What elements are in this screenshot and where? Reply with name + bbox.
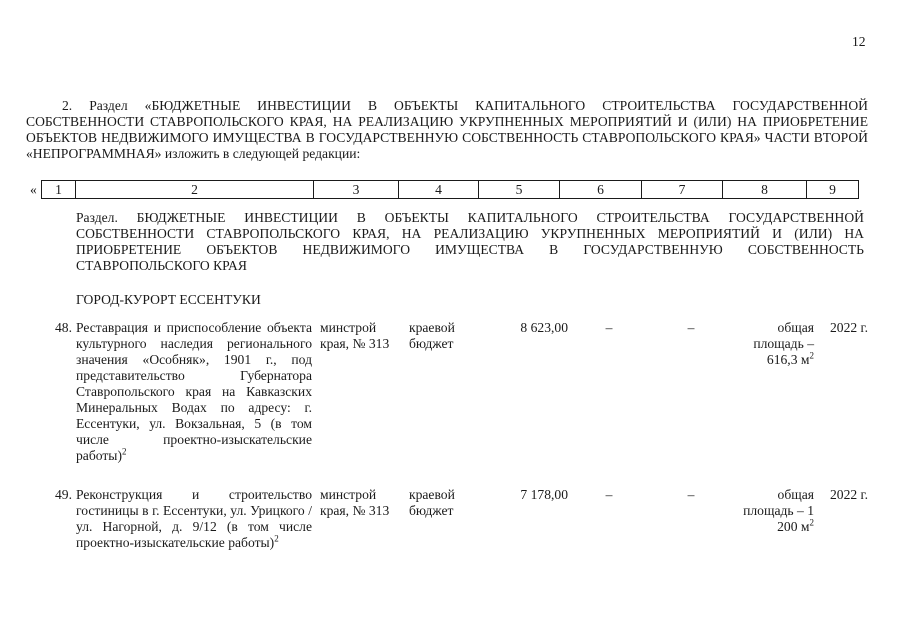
column-number-6: 6 [560, 181, 642, 199]
unit-superscript: 2 [809, 350, 814, 361]
row-executor: минстрой края, № 313 [320, 320, 390, 352]
row-funding-source: краевой бюджет [409, 320, 455, 352]
unit-superscript: 2 [809, 517, 814, 528]
column-number-9: 9 [807, 181, 859, 199]
row-year: 2022 г. [829, 320, 868, 335]
intro-paragraph: 2. Раздел «БЮДЖЕТНЫЕ ИНВЕСТИЦИИ В ОБЪЕКТЫ КАПИТАЛЬНОГО СТРОИТЕЛЬСТВА ГОСУДАРСТВЕННОЙ СОБСТВЕННОСТИ СТАВРОПОЛЬСКОГО КРАЯ, НА РЕАЛИЗАЦИЮ УКРУПНЕННЫХ МЕРОПРИЯТИЙ И (ИЛИ) НА ПРИОБРЕТЕНИЕ ОБЪЕКТОВ НЕДВИЖИМОГО ИМУЩЕСТВА В ГОСУДАРСТВЕННУЮ СОБСТВЕННОСТЬ СТАВРОПОЛЬСКОГО КРАЯ» ЧАСТИ ВТОРОЙ «НЕПРОГРАММНАЯ» изложить в следующей редакции: [26, 98, 868, 162]
column-number-3: 3 [314, 181, 399, 199]
row-col7-dash: – [687, 320, 695, 335]
column-number-2: 2 [76, 181, 314, 199]
open-quote: « [30, 182, 37, 197]
row-year: 2022 г. [829, 487, 868, 502]
column-number-8: 8 [723, 181, 807, 199]
row-description [76, 487, 312, 551]
row-amount: 8 623,00 [520, 320, 568, 335]
row-col7-dash: – [687, 487, 695, 502]
footnote-mark: 2 [274, 533, 279, 544]
column-number-5: 5 [479, 181, 560, 199]
column-number-row [28, 180, 868, 199]
city-heading: ГОРОД-КУРОРТ ЕССЕНТУКИ [76, 292, 261, 307]
column-number-4: 4 [399, 181, 479, 199]
row-description-text: Реставрация и приспособление объекта культурного наследия регионального значения «Особняк», 1901 г., под представительство Губернатора Ставропольского края на Кавказских Минеральных Водах по адресу: г. Ессентуки, ул. Вокзальная, 5 (в том числе проектно-изыскательские работы) [76, 320, 312, 464]
column-number-table [41, 180, 859, 199]
row-capacity [728, 487, 814, 535]
row-amount: 7 178,00 [520, 487, 568, 502]
column-number-7: 7 [642, 181, 723, 199]
row-number: 48. [55, 320, 72, 335]
footnote-mark: 2 [121, 446, 127, 457]
row-capacity-text: общая площадь – 616,3 м [753, 320, 814, 368]
row-description-text: Реконструкция и строительство гостиницы в г. Ессентуки, ул. Урицкого / ул. Нагорной, д. 9/12 (в том числе проектно-изыскательские работы) [76, 487, 312, 551]
row-col6-dash: – [605, 487, 613, 502]
row-description [76, 320, 312, 464]
row-capacity [728, 320, 814, 368]
row-funding-source: краевой бюджет [409, 487, 455, 519]
row-number: 49. [55, 487, 72, 502]
page-number: 12 [852, 34, 866, 49]
row-executor: минстрой края, № 313 [320, 487, 390, 519]
section-title: Раздел. БЮДЖЕТНЫЕ ИНВЕСТИЦИИ В ОБЪЕКТЫ КАПИТАЛЬНОГО СТРОИТЕЛЬСТВА ГОСУДАРСТВЕННОЙ СОБСТВЕННОСТИ СТАВРОПОЛЬСКОГО КРАЯ, НА РЕАЛИЗАЦИЮ УКРУПНЕННЫХ МЕРОПРИЯТИЙ И (ИЛИ) НА ПРИОБРЕТЕНИЕ ОБЪЕКТОВ НЕДВИЖИМОГО ИМУЩЕСТВА В ГОСУДАРСТВЕННУЮ СОБСТВЕННОСТЬ СТАВРОПОЛЬСКОГО КРАЯ [76, 210, 864, 274]
row-capacity-text: общая площадь – 1 200 м [743, 487, 814, 535]
row-col6-dash: – [605, 320, 613, 335]
column-number-1: 1 [42, 181, 76, 199]
